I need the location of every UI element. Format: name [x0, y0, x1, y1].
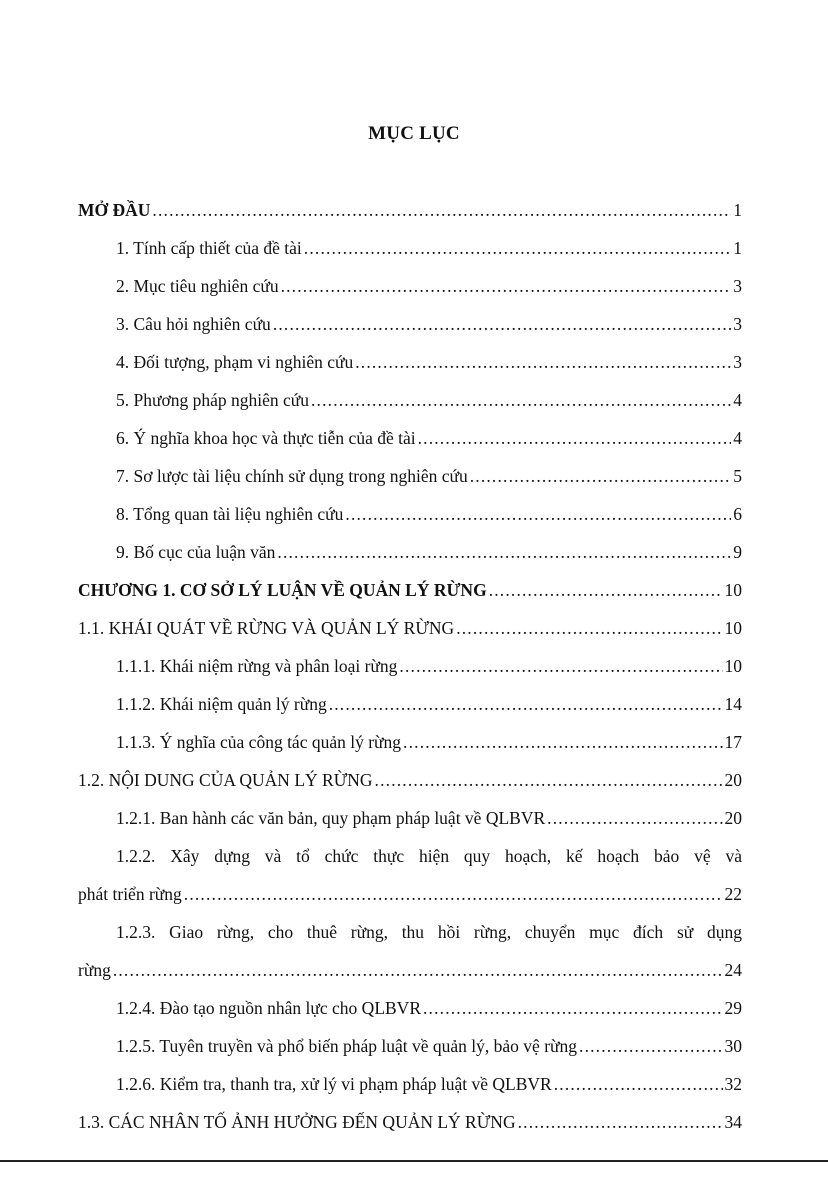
toc-entry-text: CHƯƠNG 1. CƠ SỞ LÝ LUẬN VỀ QUẢN LÝ RỪNG [78, 580, 487, 600]
toc-entry-page: 17 [724, 732, 742, 752]
toc-entry[interactable] [116, 805, 742, 831]
toc-entry-page: 14 [724, 694, 742, 714]
toc-entry-text: 1.1.1. Khái niệm rừng và phân loại rừng [116, 656, 398, 676]
toc-entry-text: 1.2.3. Giao rừng, cho thuê rừng, thu hồi rừng, chuyển mục đích sử dụng [116, 922, 742, 942]
toc-entry-text: 7. Sơ lược tài liệu chính sử dụng trong nghiên cứu [116, 466, 468, 486]
toc-entry-text: 1.1. KHÁI QUÁT VỀ RỪNG VÀ QUẢN LÝ RỪNG [78, 618, 455, 638]
toc-entry[interactable] [116, 995, 742, 1021]
toc-entry-page: 1 [733, 238, 742, 258]
toc-entry[interactable] [116, 425, 742, 451]
toc-entry-text: 2. Mục tiêu nghiên cứu [116, 276, 279, 296]
toc-entry-page: 10 [724, 656, 742, 676]
toc-entry-text: 1.1.3. Ý nghĩa của công tác quản lý rừng [116, 732, 402, 752]
toc-entry-page: 29 [724, 998, 742, 1018]
toc-entry-text: 4. Đối tượng, phạm vi nghiên cứu [116, 352, 354, 372]
toc-entry[interactable] [116, 843, 742, 869]
toc-entry-text: rừng [78, 960, 111, 980]
toc-entry-text: 9. Bố cục của luận văn [116, 542, 276, 562]
toc-entry-text: 1.2.4. Đào tạo nguồn nhân lực cho QLBVR [116, 998, 421, 1018]
toc-entry-page: 4 [733, 390, 742, 410]
toc-entry-page: 4 [733, 428, 742, 448]
page-bottom-rule [0, 1160, 828, 1162]
toc-entry-section-1-2[interactable] [78, 767, 742, 793]
toc-entry-text: 1.2.2. Xây dựng và tổ chức thực hiện quy hoạch, kế hoạch bảo vệ và [116, 846, 742, 866]
toc-entry-page: 3 [733, 352, 742, 372]
toc-entry-text: 1. Tính cấp thiết của đề tài [116, 238, 302, 258]
toc-entry[interactable] [116, 501, 742, 527]
toc-entry-text: 1.2. NỘI DUNG CỦA QUẢN LÝ RỪNG [78, 770, 373, 790]
toc-entry-page: 10 [724, 618, 742, 638]
toc-entry-text: 1.1.2. Khái niệm quản lý rừng [116, 694, 327, 714]
toc-entry-continuation[interactable] [78, 881, 742, 907]
toc-entry-text: 1.2.1. Ban hành các văn bản, quy phạm pháp luật về QLBVR [116, 808, 546, 828]
toc-entry[interactable] [116, 349, 742, 375]
toc-entry-text: 5. Phương pháp nghiên cứu [116, 390, 309, 410]
toc-entry[interactable] [116, 691, 742, 717]
toc-entry-text: 1.3. CÁC NHÂN TỐ ẢNH HƯỞNG ĐẾN QUẢN LÝ RỪNG [78, 1112, 516, 1132]
toc-entry[interactable] [116, 235, 742, 261]
toc-entry[interactable] [116, 919, 742, 945]
toc-entry[interactable] [116, 729, 742, 755]
toc-entry-page: 3 [733, 314, 742, 334]
toc-entry[interactable] [116, 539, 742, 565]
toc-entry-text: phát triển rừng [78, 884, 182, 904]
toc-entry-text: 1.2.6. Kiểm tra, thanh tra, xử lý vi phạm pháp luật về QLBVR [116, 1074, 552, 1094]
toc-title: MỤC LỤC [368, 123, 460, 144]
toc-entry-page: 20 [724, 808, 742, 828]
toc-entry-page: 5 [733, 466, 742, 486]
toc-entry-page: 6 [733, 504, 742, 524]
toc-entry-page: 30 [724, 1036, 742, 1056]
toc-entry[interactable] [116, 311, 742, 337]
toc-entry[interactable] [116, 273, 742, 299]
toc-entry[interactable] [116, 653, 742, 679]
toc-entry-text: 6. Ý nghĩa khoa học và thực tiễn của đề tài [116, 428, 416, 448]
toc-entry-page: 3 [733, 276, 742, 296]
toc-entry-page: 32 [724, 1074, 742, 1094]
toc-entry-page: 9 [733, 542, 742, 562]
toc-entry-continuation[interactable] [78, 957, 742, 983]
toc-entry-page: 34 [724, 1112, 742, 1132]
toc-entry[interactable] [116, 463, 742, 489]
toc-entry[interactable] [116, 1033, 742, 1059]
toc-entry-text: 8. Tổng quan tài liệu nghiên cứu [116, 504, 344, 524]
toc-entry-text: 1.2.5. Tuyên truyền và phổ biến pháp luật về quản lý, bảo vệ rừng [116, 1036, 578, 1056]
toc-entry-page: 20 [724, 770, 742, 790]
toc-entry[interactable] [116, 1071, 742, 1097]
toc-entry-page: 24 [724, 960, 742, 980]
toc-entry-chapter-1[interactable] [78, 577, 742, 603]
toc-entry-page: 22 [724, 884, 742, 904]
toc-entry-page: 10 [724, 580, 742, 600]
toc-entry[interactable] [116, 387, 742, 413]
toc-entry-mo-dau[interactable] [78, 197, 742, 223]
toc-entry-section-1-3[interactable] [78, 1109, 742, 1135]
toc-entry-section-1-1[interactable] [78, 615, 742, 641]
toc-entry-page: 1 [733, 200, 742, 220]
toc-entry-text: MỞ ĐẦU [78, 200, 151, 220]
toc-entry-text: 3. Câu hỏi nghiên cứu [116, 314, 271, 334]
